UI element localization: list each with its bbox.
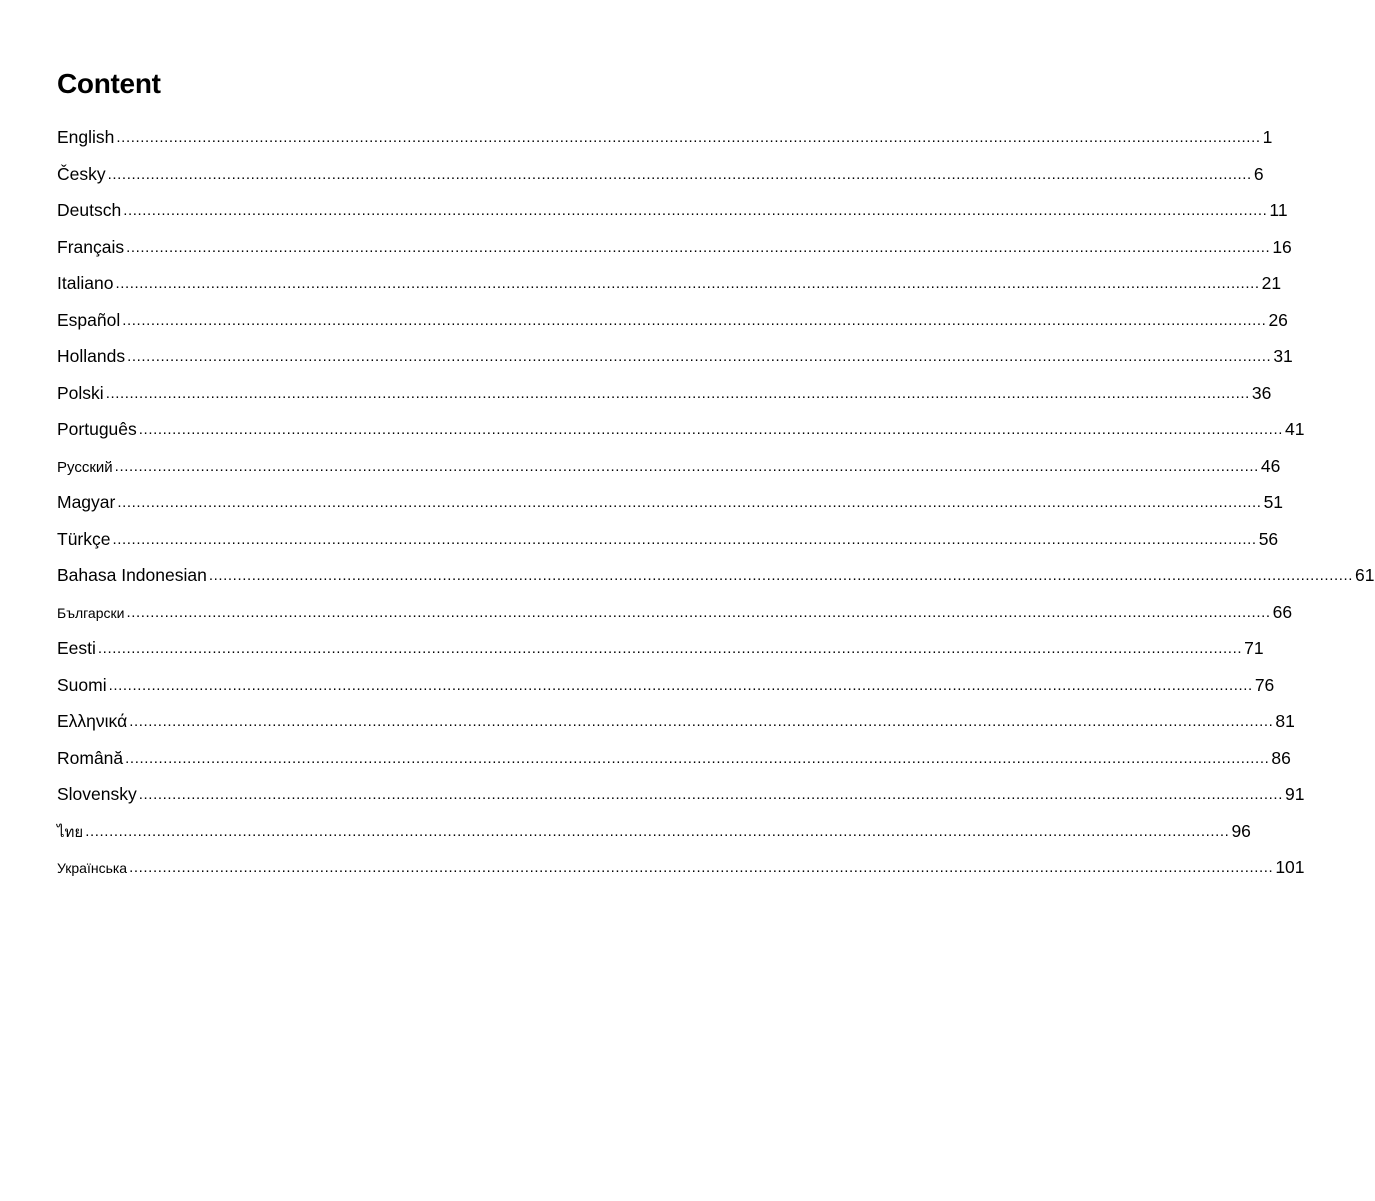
toc-entry-label: Română (57, 747, 124, 768)
toc-entry-label: Bahasa Indonesian (57, 565, 207, 585)
toc-entry-label: Deutsch (57, 200, 122, 220)
toc-entry-label: Magyar (57, 492, 116, 512)
toc-entry-label: English (57, 127, 115, 147)
toc-entry-romanian (57, 745, 1291, 782)
toc-entry-french (57, 234, 1292, 271)
toc-entry-label: Suomi (57, 674, 107, 695)
toc-entry-spanish (57, 307, 1288, 344)
toc-entry-page: 46 (1260, 455, 1281, 476)
dot-leader: ................................................................................................................................................................................................................................................ (112, 530, 1257, 548)
dot-leader: ................................................................................................................................................................................................................................................ (129, 713, 1274, 730)
toc-entry-label: Slovensky (57, 784, 137, 804)
dot-leader: ................................................................................................................................................................................................................................................ (125, 749, 1270, 767)
toc-entry-label: Italiano (57, 273, 114, 293)
toc-entry-polish (57, 380, 1272, 417)
dot-leader: ................................................................................................................................................................................................................................................ (122, 311, 1267, 329)
dot-leader: ................................................................................................................................................................................................................................................ (123, 202, 1268, 219)
dot-leader: ................................................................................................................................................................................................................................................ (97, 640, 1243, 657)
toc-entry-german (57, 197, 1288, 234)
toc-entry-page: 6 (1253, 163, 1264, 184)
toc-entry-label: Česky (57, 163, 106, 184)
dot-leader: ................................................................................................................................................................................................................................................ (126, 238, 1271, 256)
dot-leader: ................................................................................................................................................................................................................................................ (129, 859, 1274, 876)
toc-entry-hungarian (57, 489, 1284, 526)
toc-entry-page: 96 (1231, 820, 1251, 841)
toc-entry-page: 11 (1269, 200, 1288, 220)
toc-entry-label: Русский (57, 458, 113, 476)
toc-entry-page: 81 (1275, 711, 1295, 731)
toc-entry-label: Українська (57, 860, 128, 876)
toc-entry-label: Ελληνικά (57, 711, 128, 731)
toc-entry-turkish (57, 526, 1279, 563)
dot-leader: ................................................................................................................................................................................................................................................ (85, 822, 1230, 840)
toc-entry-page: 36 (1251, 382, 1272, 403)
toc-entry-english (57, 124, 1273, 161)
dot-leader: ................................................................................................................................................................................................................................................ (116, 129, 1261, 146)
toc-entry-label: Polski (57, 382, 104, 403)
toc-entry-page: 61 (1355, 565, 1375, 585)
toc-entry-greek (57, 708, 1295, 745)
toc-entry-finnish (57, 672, 1275, 709)
toc-entry-label: Hollands (57, 346, 126, 366)
toc-entry-page: 21 (1261, 273, 1282, 293)
toc-entry-italian (57, 270, 1282, 307)
dot-leader: ................................................................................................................................................................................................................................................ (117, 494, 1262, 511)
toc-entry-label: ไทย (57, 823, 84, 841)
toc-entry-bulgarian (57, 599, 1293, 636)
dot-leader: ................................................................................................................................................................................................................................................ (108, 676, 1253, 694)
toc-entry-page: 26 (1268, 309, 1288, 330)
toc-entry-label: Português (57, 419, 137, 439)
toc-entry-portuguese (57, 416, 1305, 453)
toc-entry-czech (57, 161, 1264, 198)
toc-entry-label: Français (57, 236, 125, 257)
dot-leader: ................................................................................................................................................................................................................................................ (114, 457, 1259, 475)
toc-entry-page: 66 (1272, 601, 1293, 622)
toc-entry-page: 16 (1272, 236, 1292, 257)
toc-entry-page: 86 (1271, 747, 1291, 768)
toc-entry-page: 101 (1275, 857, 1305, 877)
toc-entry-page: 71 (1244, 638, 1264, 658)
dot-leader: ................................................................................................................................................................................................................................................ (138, 421, 1283, 438)
table-of-contents (57, 124, 1375, 891)
toc-entry-page: 76 (1254, 674, 1275, 695)
toc-entry-page: 51 (1263, 492, 1284, 512)
toc-entry-page: 31 (1273, 346, 1293, 366)
dot-leader: ................................................................................................................................................................................................................................................ (208, 567, 1354, 584)
toc-entry-label: Български (57, 604, 125, 621)
dot-leader: ................................................................................................................................................................................................................................................ (127, 348, 1272, 365)
toc-entry-page: 56 (1258, 528, 1279, 549)
dot-leader: ................................................................................................................................................................................................................................................ (115, 275, 1260, 292)
toc-entry-ukrainian (57, 854, 1305, 891)
toc-entry-indonesian (57, 562, 1375, 599)
toc-entry-label: Türkçe (57, 528, 111, 549)
dot-leader: ................................................................................................................................................................................................................................................ (107, 165, 1252, 183)
toc-entry-dutch (57, 343, 1293, 380)
dot-leader: ................................................................................................................................................................................................................................................ (105, 384, 1250, 402)
page-title: Content (57, 68, 161, 99)
toc-entry-page: 91 (1284, 784, 1305, 804)
toc-entry-estonian (57, 635, 1264, 672)
dot-leader: ................................................................................................................................................................................................................................................ (138, 786, 1283, 803)
toc-entry-russian (57, 453, 1281, 490)
toc-entry-page: 41 (1284, 419, 1305, 439)
toc-entry-label: Español (57, 309, 121, 330)
toc-entry-slovak (57, 781, 1305, 818)
toc-entry-label: Eesti (57, 638, 96, 658)
toc-entry-thai (57, 818, 1251, 855)
dot-leader: ................................................................................................................................................................................................................................................ (126, 603, 1271, 621)
toc-entry-page: 1 (1262, 127, 1273, 147)
